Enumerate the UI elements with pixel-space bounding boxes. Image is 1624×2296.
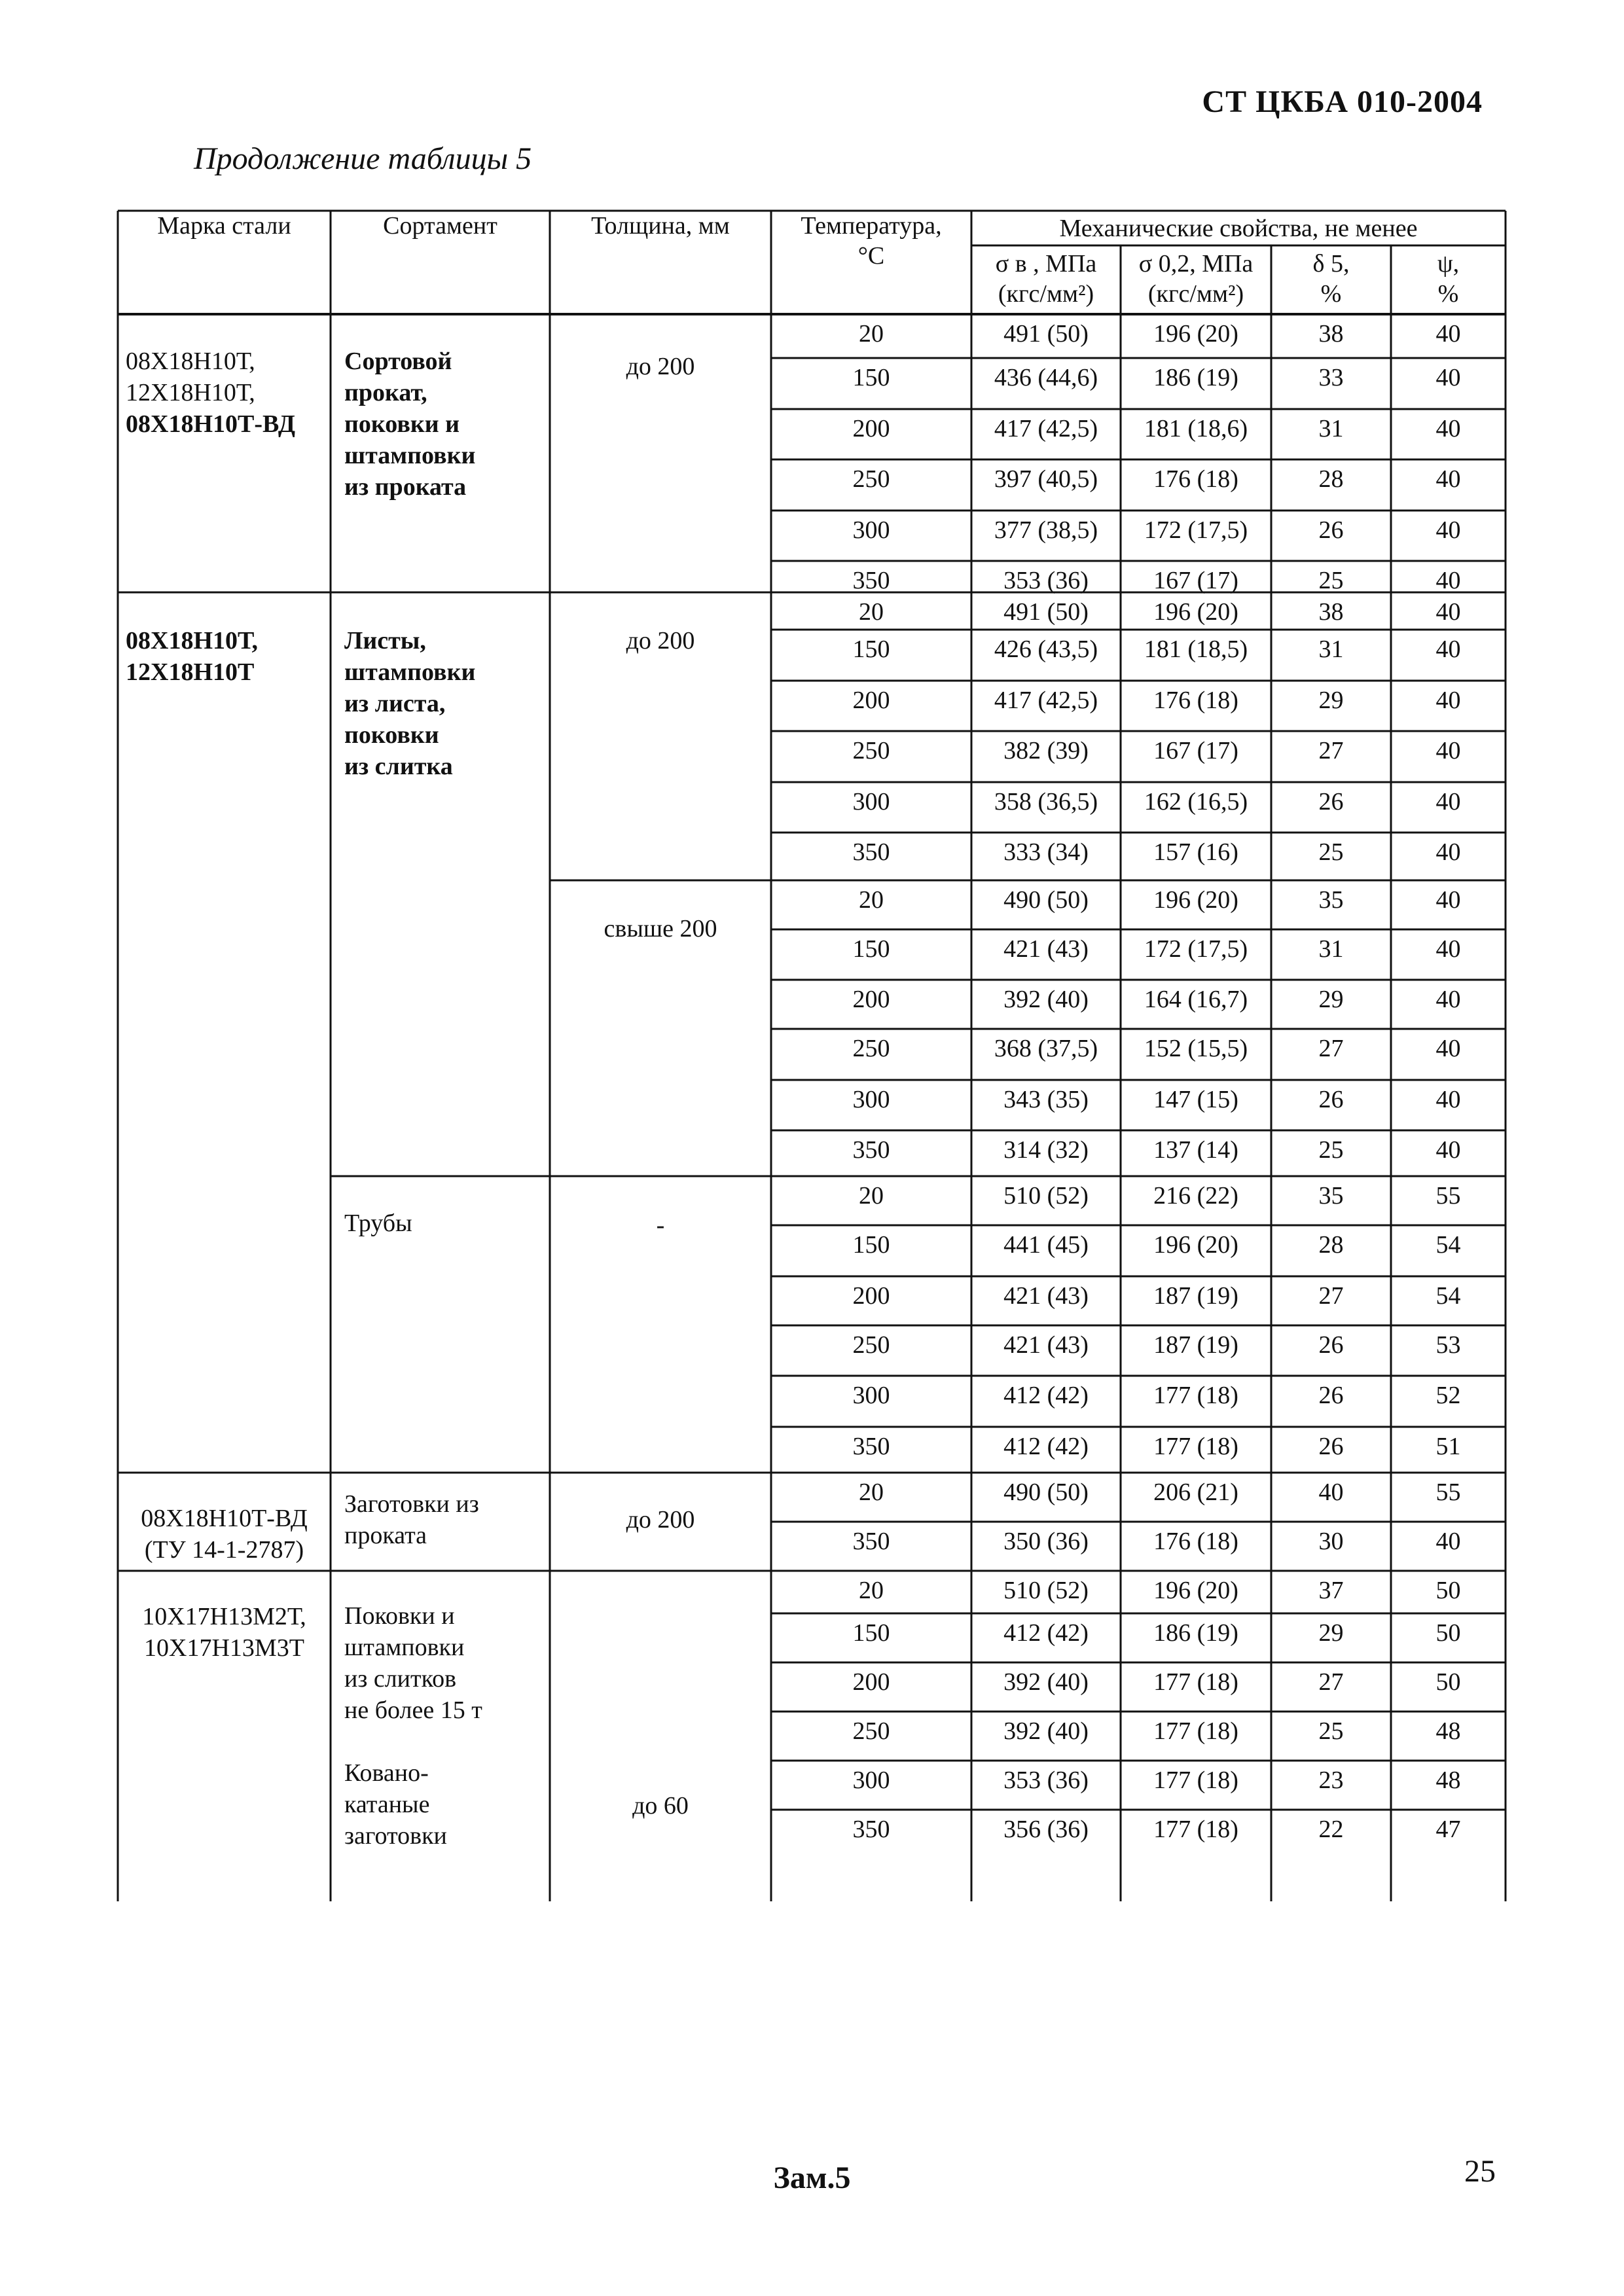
assortment-line: Заготовки из: [344, 1490, 479, 1518]
temperature-cell: 300: [852, 1086, 890, 1113]
sigma-02-cell: 162 (16,5): [1144, 788, 1248, 816]
steel-grade-group-5: [118, 1503, 331, 1566]
delta5-cell: 38: [1318, 598, 1344, 626]
delta5-cell: 35: [1318, 886, 1344, 914]
amendment-label: Зам.5: [773, 2161, 851, 2195]
sigma-b-cell: 417 (42,5): [994, 415, 1098, 442]
thickness-group-2: до 200: [626, 627, 695, 655]
temperature-cell: 250: [852, 465, 890, 493]
thickness-group-5: до 200: [626, 1506, 695, 1534]
sigma-b-cell: 392 (40): [1003, 1717, 1089, 1745]
temperature-cell: 150: [852, 364, 890, 391]
sigma-b-cell: 491 (50): [1003, 598, 1089, 626]
sigma-b-cell: 441 (45): [1003, 1231, 1089, 1259]
psi-cell: 40: [1435, 1035, 1461, 1062]
steel-grade-line: 10Х17Н13М3Т: [144, 1634, 304, 1662]
sigma-02-cell: 167 (17): [1153, 567, 1238, 594]
delta5-cell: 25: [1318, 1717, 1344, 1745]
temperature-cell: 250: [852, 737, 890, 764]
header-temperature: [771, 211, 971, 271]
delta5-cell: 26: [1318, 1382, 1344, 1409]
sigma-b-cell: 490 (50): [1003, 886, 1089, 914]
sigma-02-cell: 196 (20): [1153, 598, 1238, 626]
sigma-02-cell: 176 (18): [1153, 687, 1238, 714]
thickness-group-6: до 60: [632, 1792, 689, 1820]
sigma-02-cell: 176 (18): [1153, 1528, 1238, 1555]
assortment-group-5: [344, 1488, 544, 1551]
assortment-line: заготовки: [344, 1822, 447, 1850]
delta5-cell: 25: [1318, 838, 1344, 866]
sigma-b-cell: 490 (50): [1003, 1479, 1089, 1506]
table-continuation-caption: Продолжение таблицы 5: [194, 141, 532, 176]
delta5-cell: 26: [1318, 1086, 1344, 1113]
assortment-line: Ковано-: [344, 1759, 429, 1787]
sigma-02-cell: 164 (16,7): [1144, 986, 1248, 1013]
temperature-cell: 200: [852, 687, 890, 714]
psi-cell: 40: [1435, 1086, 1461, 1113]
delta5-cell: 37: [1318, 1577, 1344, 1604]
temperature-cell: 200: [852, 1282, 890, 1310]
temperature-cell: 20: [859, 1182, 884, 1210]
delta5-cell: 33: [1318, 364, 1344, 391]
sigma-02-cell: 177 (18): [1153, 1668, 1238, 1696]
delta5-cell: 26: [1318, 516, 1344, 544]
psi-cell: 47: [1435, 1816, 1461, 1843]
header-sigma-b-unit: (кгс/мм²): [998, 280, 1094, 308]
document-code: СТ ЦКБА 010-2004: [1202, 84, 1483, 119]
assortment-group-6: [344, 1600, 544, 1726]
sigma-b-cell: 392 (40): [1003, 986, 1089, 1013]
psi-cell: 54: [1435, 1231, 1461, 1259]
temperature-cell: 300: [852, 788, 890, 816]
psi-cell: 40: [1435, 1136, 1461, 1164]
assortment-group-2: [344, 625, 544, 782]
psi-cell: 50: [1435, 1619, 1461, 1647]
delta5-cell: 26: [1318, 1433, 1344, 1460]
psi-cell: 52: [1435, 1382, 1461, 1409]
thickness-group-1: до 200: [626, 353, 695, 380]
header-thickness: Толщина, мм: [591, 212, 730, 240]
assortment-line: Поковки и: [344, 1602, 455, 1630]
delta5-cell: 27: [1318, 1668, 1344, 1696]
steel-grade-line: (ТУ 14-1-2787): [144, 1536, 304, 1564]
temperature-cell: 150: [852, 935, 890, 963]
sigma-02-cell: 196 (20): [1153, 320, 1238, 348]
sigma-02-cell: 196 (20): [1153, 1231, 1238, 1259]
header-delta5: [1271, 249, 1391, 309]
sigma-02-cell: 177 (18): [1153, 1382, 1238, 1409]
header-temperature-unit: °С: [857, 242, 885, 270]
sigma-02-cell: 172 (17,5): [1144, 935, 1248, 963]
psi-cell: 51: [1435, 1433, 1461, 1460]
delta5-cell: 26: [1318, 1331, 1344, 1359]
delta5-cell: 23: [1318, 1767, 1344, 1794]
delta5-cell: 31: [1318, 415, 1344, 442]
temperature-cell: 350: [852, 567, 890, 594]
psi-cell: 40: [1435, 788, 1461, 816]
psi-cell: 55: [1435, 1182, 1461, 1210]
sigma-b-cell: 510 (52): [1003, 1182, 1089, 1210]
assortment-line: прокат,: [344, 379, 427, 406]
sigma-02-cell: 137 (14): [1153, 1136, 1238, 1164]
sigma-b-cell: 382 (39): [1003, 737, 1089, 764]
temperature-cell: 150: [852, 1619, 890, 1647]
assortment-line: штамповки: [344, 442, 476, 469]
psi-cell: 40: [1435, 737, 1461, 764]
temperature-cell: 300: [852, 1767, 890, 1794]
psi-cell: 40: [1435, 838, 1461, 866]
sigma-02-cell: 187 (19): [1153, 1282, 1238, 1310]
assortment-line: из проката: [344, 473, 467, 501]
temperature-cell: 20: [859, 1479, 884, 1506]
psi-cell: 40: [1435, 516, 1461, 544]
sigma-b-cell: 368 (37,5): [994, 1035, 1098, 1062]
sigma-b-cell: 353 (36): [1003, 1767, 1089, 1794]
temperature-cell: 300: [852, 516, 890, 544]
psi-cell: 54: [1435, 1282, 1461, 1310]
psi-cell: 40: [1435, 687, 1461, 714]
sigma-02-cell: 152 (15,5): [1144, 1035, 1248, 1062]
sigma-b-cell: 392 (40): [1003, 1668, 1089, 1696]
delta5-cell: 35: [1318, 1182, 1344, 1210]
psi-cell: 40: [1435, 986, 1461, 1013]
delta5-cell: 29: [1318, 1619, 1344, 1647]
psi-cell: 40: [1435, 567, 1461, 594]
sigma-02-cell: 186 (19): [1153, 1619, 1238, 1647]
sigma-b-cell: 417 (42,5): [994, 687, 1098, 714]
sigma-02-cell: 147 (15): [1153, 1086, 1238, 1113]
thickness-group-4: -: [656, 1211, 665, 1239]
sigma-02-cell: 181 (18,6): [1144, 415, 1248, 442]
delta5-cell: 27: [1318, 1035, 1344, 1062]
sigma-02-cell: 157 (16): [1153, 838, 1238, 866]
steel-grade-group-1: [126, 346, 325, 440]
header-delta5-unit: %: [1320, 280, 1342, 308]
psi-cell: 40: [1435, 320, 1461, 348]
header-psi: [1391, 249, 1506, 309]
steel-grade-line: 08Х18Н10Т-ВД: [141, 1505, 308, 1532]
delta5-cell: 38: [1318, 320, 1344, 348]
assortment-group-6-forged: [344, 1757, 544, 1852]
psi-cell: 48: [1435, 1717, 1461, 1745]
sigma-02-cell: 177 (18): [1153, 1767, 1238, 1794]
assortment-line: катаные: [344, 1791, 430, 1818]
sigma-02-cell: 216 (22): [1153, 1182, 1238, 1210]
steel-grade-line: 08Х18Н10Т,: [126, 348, 255, 375]
psi-cell: 40: [1435, 636, 1461, 663]
header-mechanical-properties: Механические свойства, не менее: [1059, 215, 1418, 242]
psi-cell: 40: [1435, 1528, 1461, 1555]
delta5-cell: 27: [1318, 737, 1344, 764]
header-sigma-02-label: σ 0,2, МПа: [1138, 250, 1254, 278]
sigma-02-cell: 177 (18): [1153, 1433, 1238, 1460]
assortment-line: штамповки: [344, 1634, 465, 1661]
psi-cell: 40: [1435, 935, 1461, 963]
sigma-b-cell: 510 (52): [1003, 1577, 1089, 1604]
psi-cell: 50: [1435, 1577, 1461, 1604]
sigma-b-cell: 412 (42): [1003, 1619, 1089, 1647]
sigma-b-cell: 314 (32): [1003, 1136, 1089, 1164]
assortment-line: из слитка: [344, 753, 453, 780]
assortment-line: Сортовой: [344, 348, 452, 375]
psi-cell: 40: [1435, 886, 1461, 914]
psi-cell: 40: [1435, 415, 1461, 442]
sigma-b-cell: 397 (40,5): [994, 465, 1098, 493]
delta5-cell: 27: [1318, 1282, 1344, 1310]
assortment-line: из листа,: [344, 690, 446, 717]
temperature-cell: 350: [852, 1136, 890, 1164]
delta5-cell: 30: [1318, 1528, 1344, 1555]
sigma-02-cell: 181 (18,5): [1144, 636, 1248, 663]
steel-grade-group-6: [118, 1601, 331, 1664]
steel-grade-line: 12Х18Н10Т: [126, 658, 255, 686]
sigma-b-cell: 412 (42): [1003, 1433, 1089, 1460]
delta5-cell: 29: [1318, 986, 1344, 1013]
page-number: 25: [1464, 2154, 1496, 2189]
sigma-02-cell: 177 (18): [1153, 1717, 1238, 1745]
assortment-line: из слитков: [344, 1665, 457, 1693]
assortment-line: не более 15 т: [344, 1696, 482, 1724]
steel-grade-line: 08Х18Н10Т,: [126, 627, 259, 655]
sigma-02-cell: 167 (17): [1153, 737, 1238, 764]
sigma-b-cell: 356 (36): [1003, 1816, 1089, 1843]
temperature-cell: 200: [852, 1668, 890, 1696]
steel-grade-group-2: [126, 625, 325, 688]
assortment-line: Трубы: [344, 1210, 412, 1237]
sigma-02-cell: 176 (18): [1153, 465, 1238, 493]
sigma-b-cell: 350 (36): [1003, 1528, 1089, 1555]
temperature-cell: 200: [852, 415, 890, 442]
delta5-cell: 29: [1318, 687, 1344, 714]
steel-grade-line: 12Х18Н10Т,: [126, 379, 255, 406]
header-delta5-label: δ 5,: [1312, 250, 1350, 278]
sigma-02-cell: 186 (19): [1153, 364, 1238, 391]
temperature-cell: 250: [852, 1035, 890, 1062]
temperature-cell: 250: [852, 1717, 890, 1745]
delta5-cell: 26: [1318, 788, 1344, 816]
sigma-b-cell: 421 (43): [1003, 935, 1089, 963]
assortment-line: проката: [344, 1522, 427, 1549]
temperature-cell: 200: [852, 986, 890, 1013]
sigma-b-cell: 358 (36,5): [994, 788, 1098, 816]
header-assortment: Сортамент: [383, 212, 497, 240]
sigma-02-cell: 187 (19): [1153, 1331, 1238, 1359]
header-steel-grade: Марка стали: [157, 212, 291, 240]
psi-cell: 40: [1435, 598, 1461, 626]
assortment-line: штамповки: [344, 658, 476, 686]
sigma-b-cell: 491 (50): [1003, 320, 1089, 348]
sigma-b-cell: 333 (34): [1003, 838, 1089, 866]
sigma-b-cell: 353 (36): [1003, 567, 1089, 594]
sigma-b-cell: 377 (38,5): [994, 516, 1098, 544]
steel-grade-line: 08Х18Н10Т-ВД: [126, 410, 296, 438]
sigma-b-cell: 421 (43): [1003, 1282, 1089, 1310]
steel-grade-line: 10Х17Н13М2Т,: [142, 1603, 306, 1630]
temperature-cell: 20: [859, 320, 884, 348]
delta5-cell: 28: [1318, 1231, 1344, 1259]
delta5-cell: 31: [1318, 935, 1344, 963]
header-temperature-label: Температура,: [801, 212, 942, 240]
assortment-group-4: [344, 1208, 544, 1239]
assortment-group-1: [344, 346, 544, 503]
header-psi-label: ψ,: [1437, 250, 1460, 278]
delta5-cell: 31: [1318, 636, 1344, 663]
temperature-cell: 350: [852, 1433, 890, 1460]
header-sigma-b: [971, 249, 1121, 309]
temperature-cell: 350: [852, 1816, 890, 1843]
psi-cell: 40: [1435, 465, 1461, 493]
header-psi-unit: %: [1437, 280, 1459, 308]
sigma-02-cell: 206 (21): [1153, 1479, 1238, 1506]
assortment-line: поковки и: [344, 410, 460, 438]
assortment-line: Листы,: [344, 627, 426, 655]
temperature-cell: 350: [852, 1528, 890, 1555]
delta5-cell: 28: [1318, 465, 1344, 493]
assortment-line: поковки: [344, 721, 439, 749]
temperature-cell: 250: [852, 1331, 890, 1359]
header-sigma-02-unit: (кгс/мм²): [1147, 280, 1244, 308]
sigma-02-cell: 172 (17,5): [1144, 516, 1248, 544]
sigma-02-cell: 177 (18): [1153, 1816, 1238, 1843]
temperature-cell: 300: [852, 1382, 890, 1409]
temperature-cell: 20: [859, 886, 884, 914]
sigma-b-cell: 421 (43): [1003, 1331, 1089, 1359]
delta5-cell: 22: [1318, 1816, 1344, 1843]
psi-cell: 50: [1435, 1668, 1461, 1696]
temperature-cell: 150: [852, 1231, 890, 1259]
sigma-02-cell: 196 (20): [1153, 1577, 1238, 1604]
delta5-cell: 25: [1318, 1136, 1344, 1164]
psi-cell: 55: [1435, 1479, 1461, 1506]
delta5-cell: 40: [1318, 1479, 1344, 1506]
header-sigma-b-label: σ в , МПа: [995, 250, 1097, 278]
psi-cell: 48: [1435, 1767, 1461, 1794]
thickness-group-3: свыше 200: [604, 915, 717, 942]
temperature-cell: 350: [852, 838, 890, 866]
temperature-cell: 150: [852, 636, 890, 663]
delta5-cell: 25: [1318, 567, 1344, 594]
temperature-cell: 20: [859, 1577, 884, 1604]
sigma-b-cell: 343 (35): [1003, 1086, 1089, 1113]
sigma-b-cell: 426 (43,5): [994, 636, 1098, 663]
sigma-02-cell: 196 (20): [1153, 886, 1238, 914]
psi-cell: 40: [1435, 364, 1461, 391]
sigma-b-cell: 412 (42): [1003, 1382, 1089, 1409]
sigma-b-cell: 436 (44,6): [994, 364, 1098, 391]
temperature-cell: 20: [859, 598, 884, 626]
psi-cell: 53: [1435, 1331, 1461, 1359]
header-sigma-02: [1121, 249, 1271, 309]
